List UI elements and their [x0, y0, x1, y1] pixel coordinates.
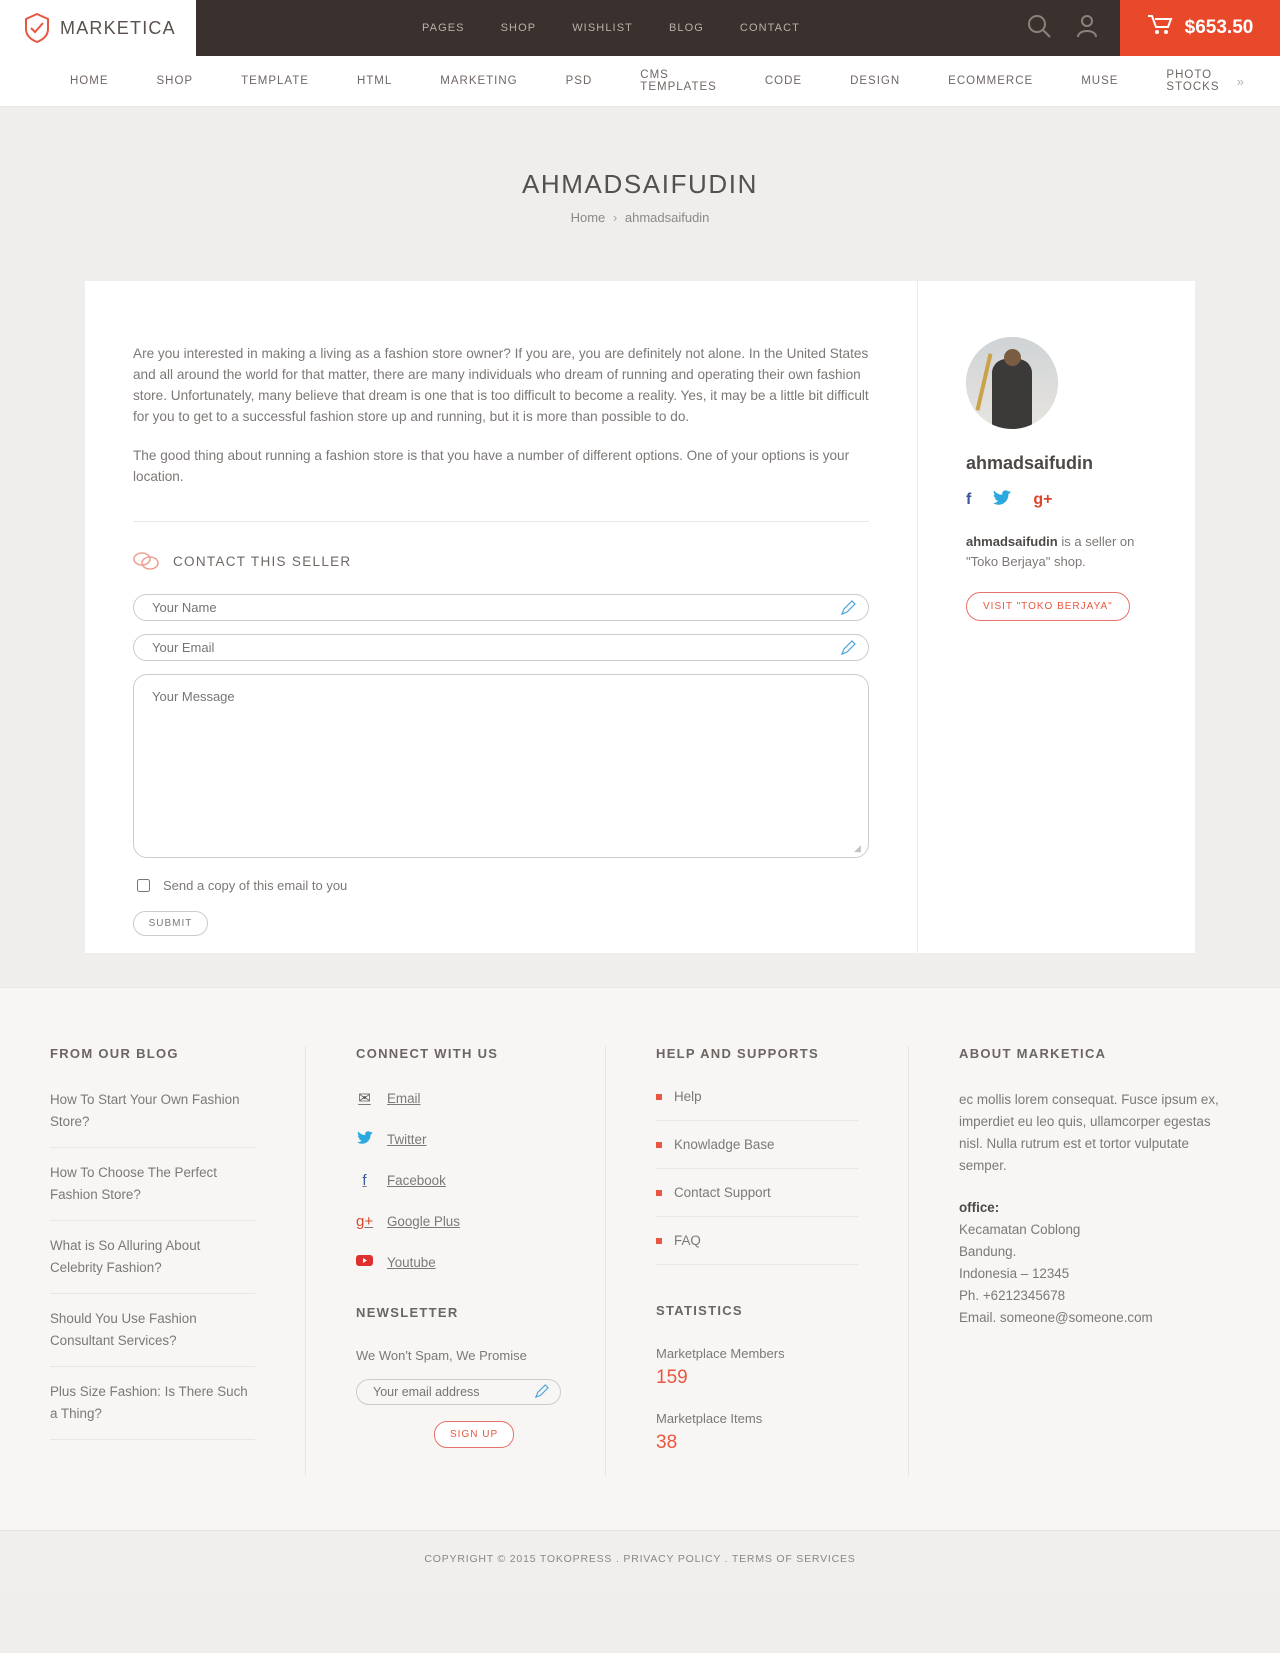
- name-field-wrap[interactable]: [133, 594, 869, 621]
- top-icon-group: [1026, 0, 1120, 56]
- pencil-icon: [840, 640, 856, 661]
- footer-about-title: ABOUT MARKETICA: [959, 1046, 1107, 1061]
- top-nav-item-pages[interactable]: PAGES: [422, 22, 465, 34]
- bullet-square-icon: [656, 1190, 662, 1196]
- google-plus-icon: g+: [356, 1213, 374, 1230]
- logo[interactable]: [0, 0, 196, 56]
- help-label: Help: [674, 1089, 702, 1104]
- newsletter-email-input[interactable]: [371, 1384, 546, 1400]
- list-item[interactable]: [356, 1172, 555, 1189]
- youtube-icon: [356, 1254, 373, 1271]
- cart-total: $653.50: [1184, 17, 1254, 38]
- newsletter-signup-button[interactable]: SIGN UP: [434, 1421, 514, 1448]
- seller-shop-line: [966, 532, 1165, 572]
- google-plus-icon[interactable]: g+: [1033, 491, 1053, 508]
- visit-shop-button[interactable]: VISIT "TOKO BERJAYA": [966, 592, 1130, 621]
- intro-paragraph-1: Are you interested in making a living as a fashion store owner? If you are, you are definitely not alone. In the United States and all around the world for that matter, there are many individuals who dream of running and operating their own fashion store. Unfortunately, many believe that dream is one that is too difficult to become a reality. Yes, it may be a little bit difficult for you to get to a successful fashion store up and running, but it is more than possible to do.: [133, 346, 869, 424]
- chat-bubble-icon: [133, 550, 159, 572]
- cart-icon: [1147, 14, 1173, 42]
- brand-logo-icon: [24, 13, 50, 43]
- nav-item-template[interactable]: TEMPLATE: [241, 75, 309, 87]
- seller-sidebar: [917, 281, 1195, 953]
- bullet-square-icon: [656, 1238, 662, 1244]
- list-item[interactable]: Plus Size Fashion: Is There Such a Thing?: [50, 1381, 255, 1440]
- main-nav: [0, 56, 1280, 107]
- resize-grip-icon[interactable]: ◢: [854, 843, 861, 853]
- nav-item-marketing[interactable]: MARKETING: [440, 75, 518, 87]
- submit-button[interactable]: SUBMIT: [133, 911, 208, 936]
- seller-shop-owner: ahmadsaifudin: [966, 534, 1058, 549]
- footer-newsletter-title: NEWSLETTER: [356, 1305, 459, 1320]
- content-card: [85, 281, 1195, 953]
- avatar: [966, 337, 1058, 429]
- contact-seller-title: CONTACT THIS SELLER: [173, 553, 352, 569]
- facebook-icon[interactable]: f: [966, 491, 972, 508]
- about-line-5: Email. someone@someone.com: [959, 1310, 1153, 1325]
- page-title: AHMADSAIFUDIN: [521, 169, 759, 199]
- send-copy-label: Send a copy of this email to you: [163, 878, 348, 893]
- contact-seller-heading: [133, 550, 869, 572]
- nav-item-psd[interactable]: PSD: [565, 75, 593, 87]
- list-item[interactable]: How To Start Your Own Fashion Store?: [50, 1089, 255, 1148]
- connect-label: Email: [387, 1090, 421, 1106]
- page-header: [0, 107, 1280, 281]
- top-nav-item-shop[interactable]: SHOP: [500, 22, 537, 34]
- stat-label-items: Marketplace Items: [656, 1411, 763, 1426]
- about-line-3: Indonesia – 12345: [959, 1266, 1070, 1281]
- user-icon[interactable]: [1074, 13, 1100, 44]
- footer-blog-title: FROM OUR BLOG: [50, 1046, 179, 1061]
- send-copy-checkbox[interactable]: [137, 879, 150, 892]
- help-label: Knowladge Base: [674, 1137, 775, 1152]
- email-input[interactable]: [150, 639, 852, 656]
- cart-button[interactable]: [1120, 0, 1280, 56]
- connect-label: Twitter: [387, 1132, 427, 1147]
- top-bar: [0, 0, 1280, 56]
- seller-social-links: [966, 490, 1165, 510]
- nav-item-muse[interactable]: MUSE: [1081, 75, 1119, 87]
- twitter-icon: [356, 1131, 373, 1148]
- seller-description: [133, 343, 869, 487]
- list-item[interactable]: How To Choose The Perfect Fashion Store?: [50, 1162, 255, 1221]
- nav-item-ecommerce[interactable]: ECOMMERCE: [948, 75, 1034, 87]
- newsletter-subtitle: We Won't Spam, We Promise: [356, 1348, 527, 1363]
- top-nav: [196, 0, 1026, 56]
- list-item[interactable]: [656, 1089, 858, 1121]
- about-line-2: Bandung.: [959, 1244, 1017, 1259]
- list-item[interactable]: [656, 1137, 858, 1169]
- nav-item-cms-templates[interactable]: CMS TEMPLATES: [640, 69, 717, 93]
- breadcrumb-separator: ›: [612, 210, 618, 225]
- list-item[interactable]: [356, 1254, 555, 1271]
- about-text: ec mollis lorem consequat. Fusce ipsum ex, imperdiet eu leo quis, ullamcorper egestas nisl. Nulla rutrum est et tortor vulputate semper.: [959, 1092, 1219, 1173]
- email-field-wrap[interactable]: [133, 634, 869, 661]
- nav-item-code[interactable]: CODE: [764, 75, 803, 87]
- list-item[interactable]: [656, 1233, 858, 1265]
- footer-connect-column: [305, 1046, 605, 1476]
- divider: [133, 521, 869, 522]
- breadcrumb-current: ahmadsaifudin: [624, 210, 710, 225]
- newsletter-field-wrap[interactable]: [356, 1379, 561, 1405]
- send-copy-row[interactable]: [133, 876, 869, 895]
- stat-value-items: 38: [656, 1432, 678, 1453]
- connect-label: Facebook: [387, 1173, 446, 1188]
- help-label: FAQ: [674, 1233, 701, 1248]
- footer-about-column: [908, 1046, 1280, 1476]
- footer-connect-title: CONNECT WITH US: [356, 1046, 499, 1061]
- nav-item-photo-stocks[interactable]: PHOTO STOCKS: [1166, 69, 1220, 93]
- intro-paragraph-2: The good thing about running a fashion store is that you have a number of different options. One of your options is your location.: [133, 448, 850, 484]
- about-office-label: office:: [959, 1200, 1000, 1215]
- bullet-square-icon: [656, 1094, 662, 1100]
- breadcrumb: [0, 210, 1280, 225]
- pencil-icon: [840, 600, 856, 621]
- breadcrumb-home[interactable]: Home: [570, 210, 606, 225]
- list-item[interactable]: [356, 1213, 555, 1230]
- search-icon[interactable]: [1026, 13, 1052, 44]
- list-item[interactable]: [356, 1089, 555, 1107]
- list-item[interactable]: What is So Alluring About Celebrity Fashion?: [50, 1235, 255, 1294]
- twitter-icon[interactable]: [993, 490, 1011, 510]
- top-nav-item-contact[interactable]: CONTACT: [739, 22, 800, 34]
- stat-label-members: Marketplace Members: [656, 1346, 785, 1361]
- nav-item-shop[interactable]: SHOP: [156, 75, 194, 87]
- footer-help-title: HELP AND SUPPORTS: [656, 1046, 819, 1061]
- bullet-square-icon: [656, 1142, 662, 1148]
- footer-help-column: [605, 1046, 908, 1476]
- message-field-wrap[interactable]: [133, 674, 869, 858]
- name-input[interactable]: [150, 599, 852, 616]
- copyright-bar: [0, 1530, 1280, 1591]
- list-item[interactable]: Should You Use Fashion Consultant Services?: [50, 1308, 255, 1367]
- footer-statistics-title: STATISTICS: [656, 1303, 743, 1318]
- footer-blog-column: [0, 1046, 305, 1476]
- seller-shop-text: is a seller on "Toko Berjaya" shop.: [966, 534, 1135, 569]
- top-nav-item-wishlist[interactable]: WISHLIST: [572, 22, 633, 34]
- seller-name: ahmadsaifudin: [966, 453, 1094, 473]
- envelope-icon: ✉: [358, 1090, 371, 1107]
- nav-item-design[interactable]: DESIGN: [850, 75, 901, 87]
- connect-label: Google Plus: [387, 1214, 460, 1229]
- chevron-double-down-icon[interactable]: »: [1236, 73, 1244, 89]
- stat-value-members: 159: [656, 1367, 688, 1388]
- footer: [0, 987, 1280, 1530]
- facebook-icon: f: [362, 1172, 367, 1189]
- pencil-icon: [534, 1384, 549, 1404]
- top-nav-item-blog[interactable]: BLOG: [668, 22, 704, 34]
- nav-item-home[interactable]: HOME: [70, 75, 109, 87]
- list-item[interactable]: [656, 1185, 858, 1217]
- about-line-4: Ph. +6212345678: [959, 1288, 1066, 1303]
- seller-main-column: [85, 281, 917, 953]
- list-item[interactable]: [356, 1131, 555, 1148]
- about-office-block: [959, 1197, 1230, 1329]
- nav-item-html[interactable]: HTML: [356, 75, 393, 87]
- about-line-1: Kecamatan Coblong: [959, 1222, 1081, 1237]
- connect-label: Youtube: [387, 1255, 436, 1270]
- message-textarea[interactable]: [150, 687, 852, 845]
- logo-text: MARKETICA: [60, 17, 176, 38]
- help-label: Contact Support: [674, 1185, 771, 1200]
- copyright-text: COPYRIGHT © 2015 TOKOPRESS . PRIVACY POLICY . TERMS OF SERVICES: [424, 1553, 856, 1565]
